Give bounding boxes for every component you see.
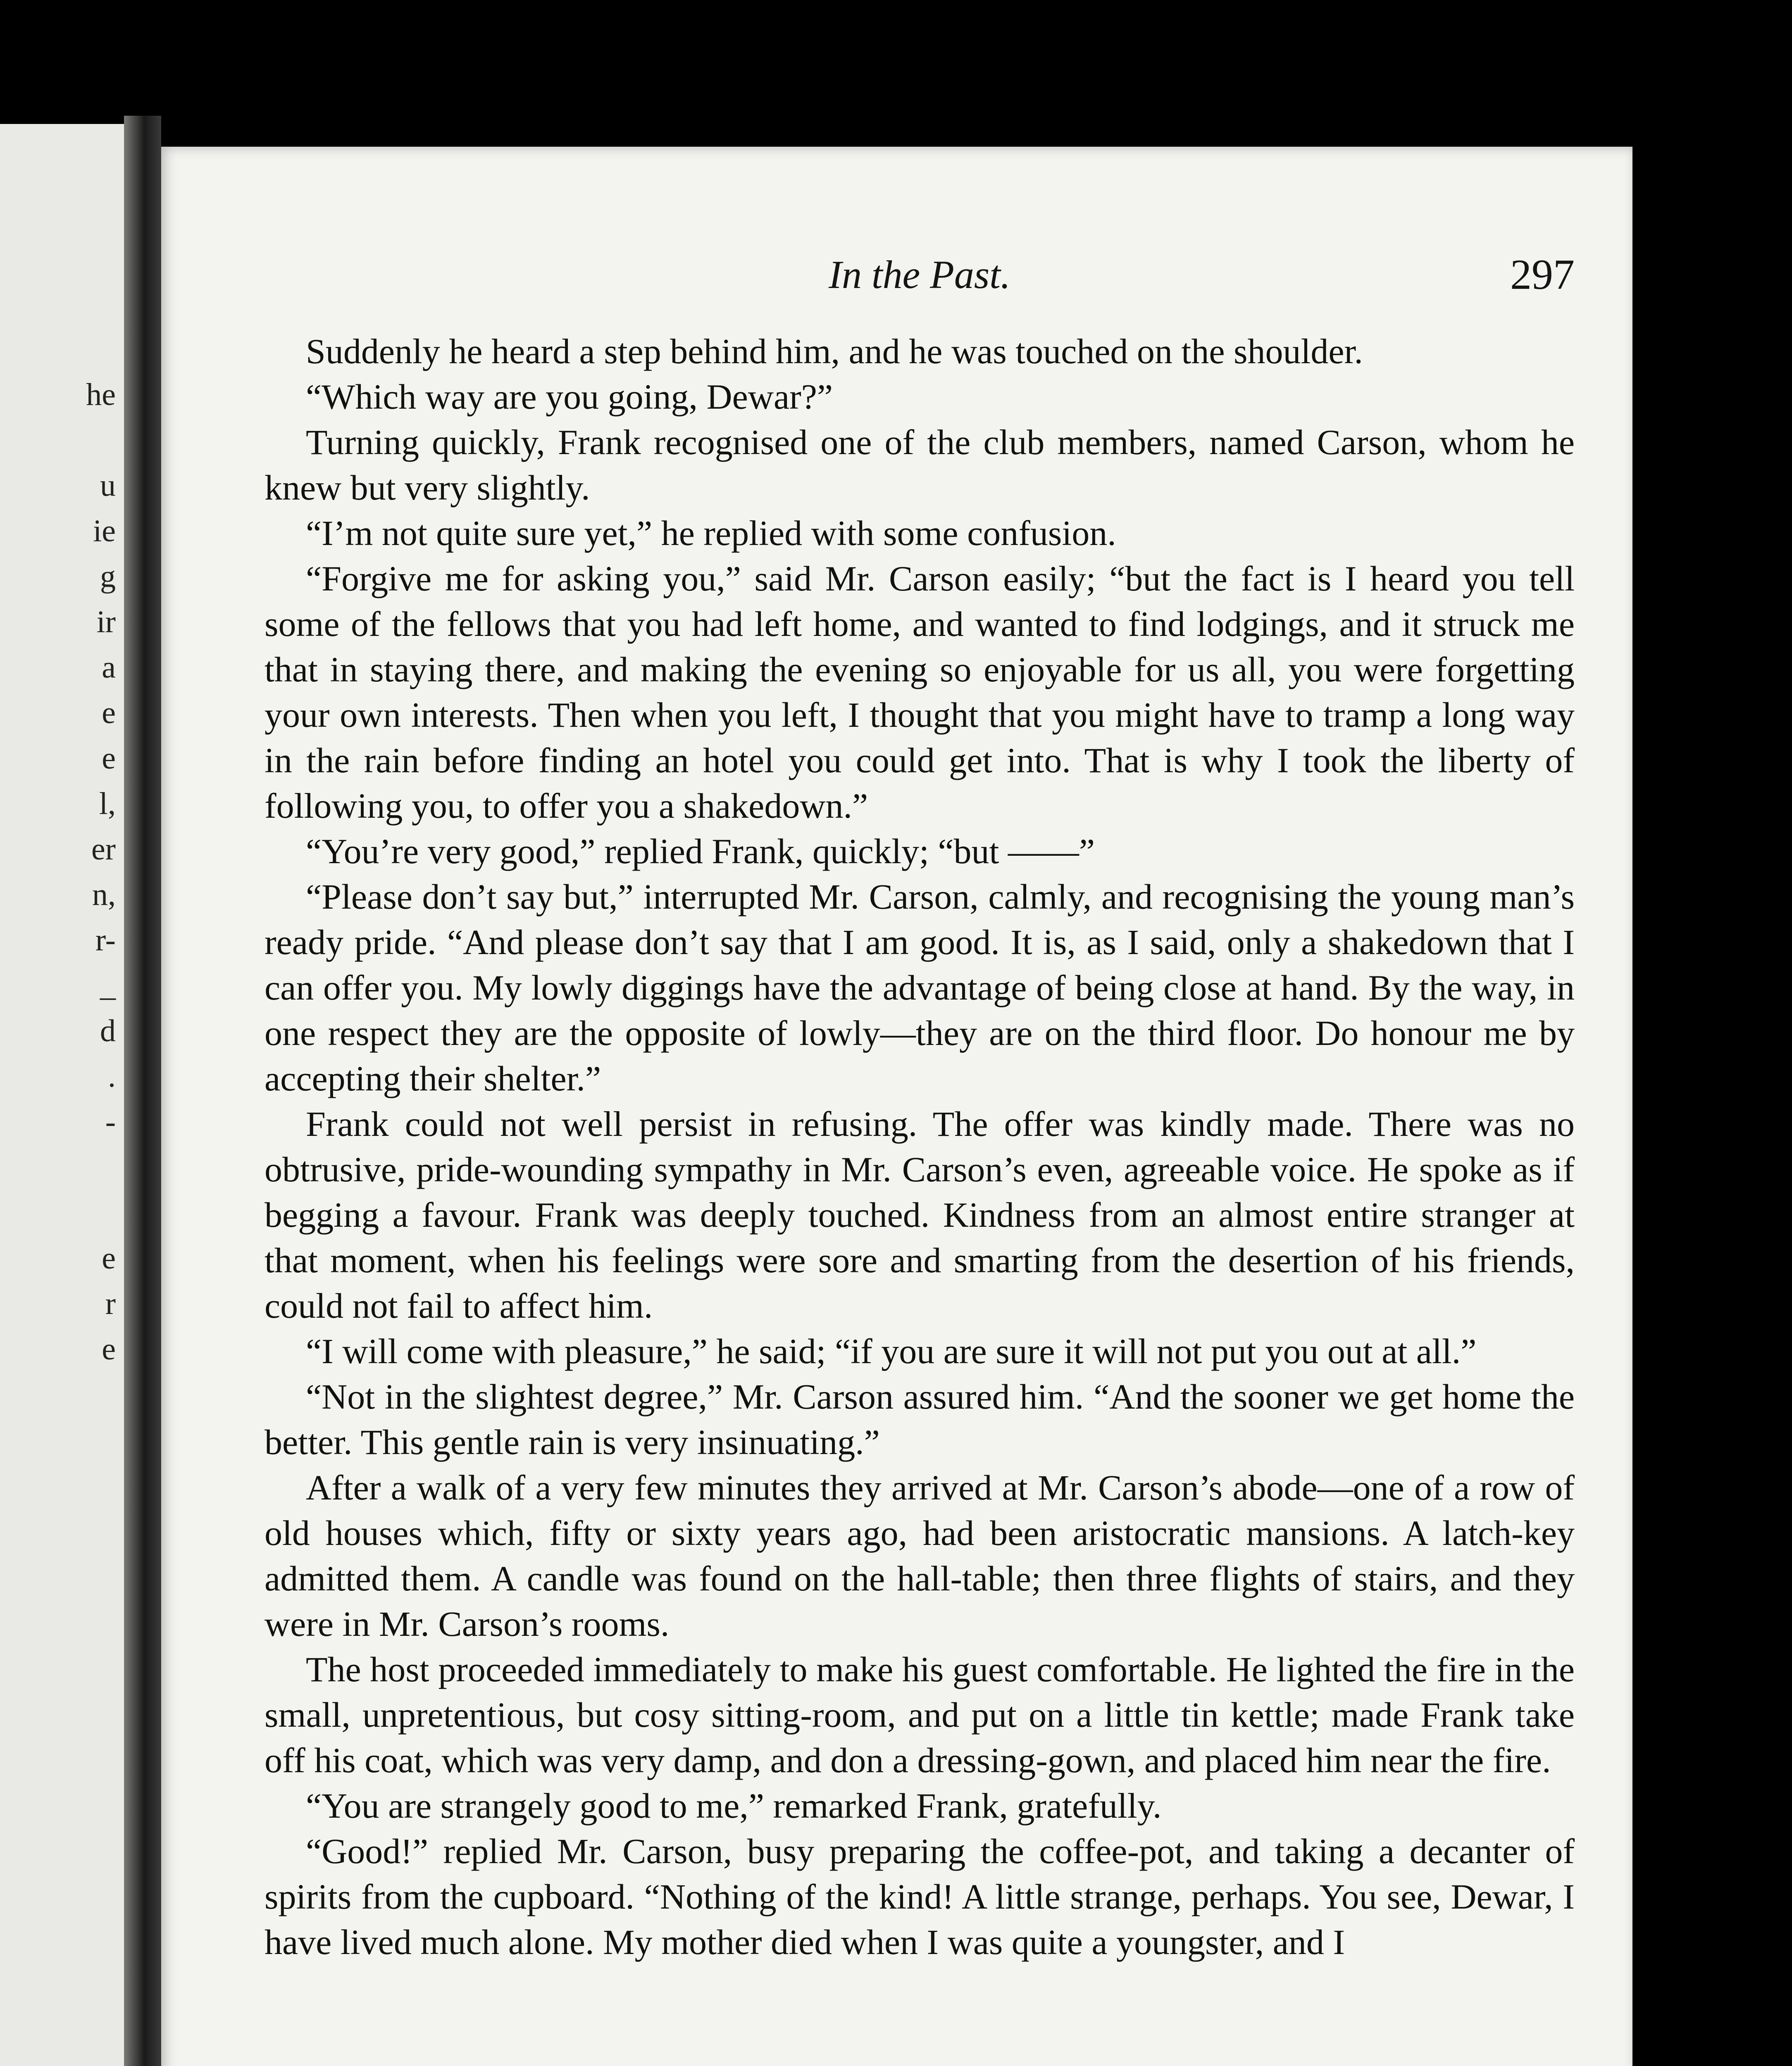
paragraph: Suddenly he heard a step behind him, and he was touched on the shoulder.	[306, 331, 1363, 371]
book-page	[161, 147, 1632, 2066]
paragraph: “You’re very good,” replied Frank, quickly; “but ——”	[306, 831, 1095, 871]
facing-page-fragment: e	[102, 1241, 116, 1276]
running-head	[265, 250, 1575, 304]
paragraph: “Good!” replied Mr. Carson, busy preparing the coffee-pot, and taking a decanter of spirits from the cupboard. “Nothing of the kind! A little strange, perhaps. You see, Dewar, I have lived much alone. My mother died when I was quite a youngster, and I	[265, 1831, 1575, 1962]
paragraph: “Forgive me for asking you,” said Mr. Carson easily; “but the fact is I heard you tell some of the fellows that you had left home, and wanted to find lodgings, and it struck me that in staying there, and making the evening so enjoyable for us all, you were forgetting your own interests. Then when you left, I thought that you might have to tramp a long way in the rain before finding an hotel you could get into. That is why I took the liberty of following you, to offer you a shakedown.”	[265, 559, 1575, 826]
page-number: 297	[1510, 251, 1575, 298]
facing-page-fragment: a	[102, 650, 116, 685]
facing-page-fragment: -	[105, 1104, 116, 1139]
running-title: In the Past.	[829, 252, 1010, 297]
facing-page-fragment: he	[86, 377, 116, 412]
paragraph: “Please don’t say but,” interrupted Mr. Carson, calmly, and recognising the young man’s ready pride. “And please don’t say that I am good. It is, as I said, only a shakedown that I can offer you. My lowly diggings have the advantage of being close at hand. By the way, in one respect they are the opposite of lowly—they are on the third floor. Do honour me by accepting their shelter.”	[265, 877, 1575, 1098]
facing-page-fragment	[0, 417, 124, 463]
paragraph: “Which way are you going, Dewar?”	[306, 377, 833, 417]
facing-page-fragment: l,	[99, 786, 116, 821]
facing-page-text-fragments	[0, 372, 124, 1372]
paragraph: “I will come with pleasure,” he said; “if you are sure it will not put you out at all.”	[306, 1331, 1477, 1371]
paragraph: “Not in the slightest degree,” Mr. Carson assured him. “And the sooner we get home the better. This gentle rain is very insinuating.”	[265, 1377, 1575, 1462]
facing-page-fragment: e	[102, 1332, 116, 1366]
facing-page-fragment: g	[100, 559, 116, 594]
facing-page-fragment: d	[100, 1014, 116, 1048]
facing-page-fragment: ie	[93, 514, 116, 548]
facing-page-fragment: e	[102, 695, 116, 730]
book-gutter	[124, 116, 161, 2066]
facing-page-fragment: r	[105, 1286, 116, 1321]
facing-page-fragment	[0, 1190, 124, 1235]
facing-page-fragment: u	[100, 468, 116, 503]
facing-page-fragment: .	[108, 1059, 116, 1094]
paragraph: Turning quickly, Frank recognised one of the club members, named Carson, whom he knew but very slightly.	[265, 422, 1575, 507]
facing-page-fragment: ir	[96, 605, 116, 639]
facing-page-fragment: _	[100, 968, 116, 1003]
facing-page-fragment: r-	[95, 923, 116, 957]
paragraph: “I’m not quite sure yet,” he replied with some confusion.	[306, 513, 1116, 553]
facing-page-edge	[0, 124, 124, 2066]
body-text	[265, 328, 1575, 1965]
paragraph: The host proceeded immediately to make his guest comfortable. He lighted the fire in the small, unpretentious, but cosy sitting-room, and put on a little tin kettle; made Frank take off his coat, which was very damp, and don a dressing-gown, and placed him near the fire.	[265, 1649, 1575, 1780]
facing-page-fragment	[0, 1145, 124, 1190]
paragraph: “You are strangely good to me,” remarked Frank, gratefully.	[306, 1786, 1162, 1826]
paragraph: Frank could not well persist in refusing. The offer was kindly made. There was no obtrusive, pride-wounding sympathy in Mr. Carson’s even, agreeable voice. He spoke as if begging a favour. Frank was deeply touched. Kindness from an almost entire stranger at that moment, when his feelings were sore and smarting from the desertion of his friends, could not fail to affect him.	[265, 1104, 1575, 1326]
facing-page-fragment: n,	[92, 877, 116, 912]
paragraph: After a walk of a very few minutes they arrived at Mr. Carson’s abode—one of a row of old houses which, fifty or sixty years ago, had been aristocratic mansions. A latch-key admitted them. A candle was found on the hall-table; then three flights of stairs, and they were in Mr. Carson’s rooms.	[265, 1468, 1575, 1644]
facing-page-fragment: e	[102, 741, 116, 776]
facing-page-fragment: er	[91, 832, 116, 866]
